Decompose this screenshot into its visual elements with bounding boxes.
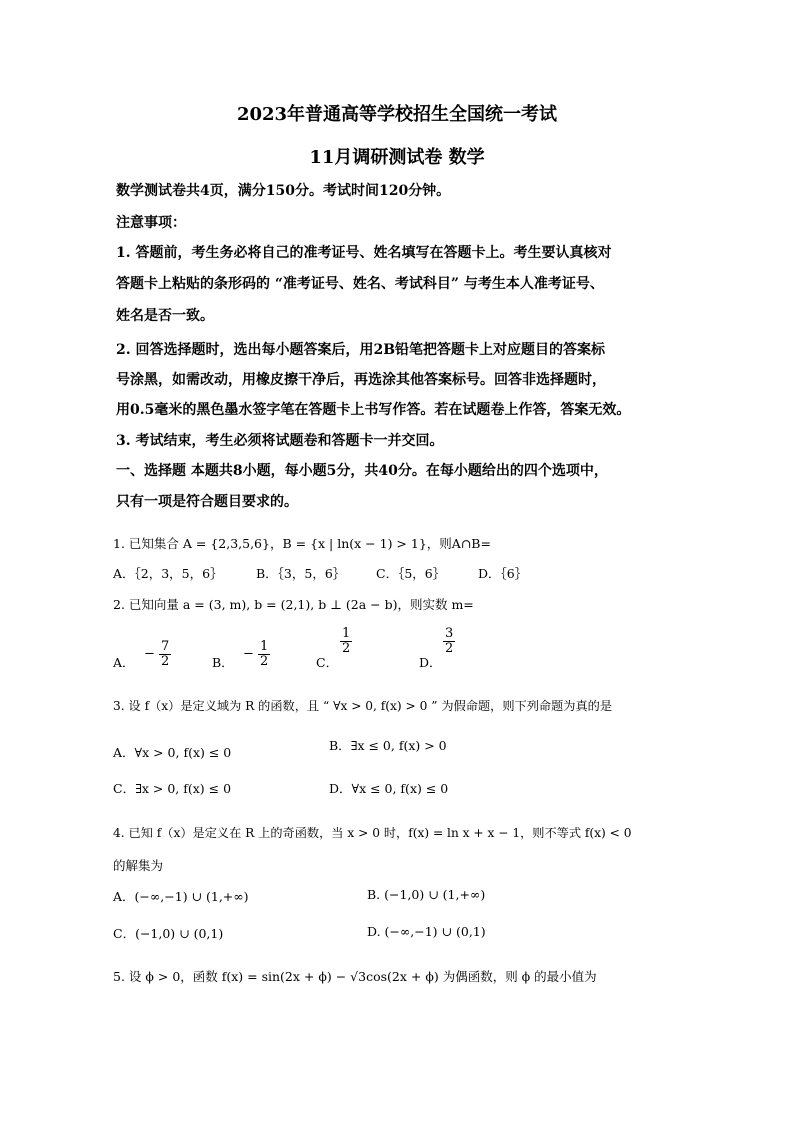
question-2-option-d-value: [443, 627, 455, 655]
question-3-option-a: A．∀x > 0, f(x) ≤ 0: [113, 745, 232, 760]
question-4-stem-cont: 的解集为: [113, 858, 164, 873]
question-4-option-a: A．(−∞,−1) ∪ (1,+∞): [113, 889, 249, 904]
question-2-option-a-value: [144, 640, 171, 668]
note-line: 3. 考试结束，考生必须将试题卷和答题卡一并交回。: [116, 433, 444, 449]
exam-subtitle: 11月调研测试卷 数学: [309, 147, 485, 168]
numerator: 1: [260, 639, 269, 654]
fraction: [340, 627, 352, 655]
note-line: 答题卡上粘贴的条形码的 “准考证号、姓名、考试科目” 与考生本人准考证号、: [116, 276, 604, 292]
notes-heading: 注意事项：: [116, 215, 186, 231]
numerator: 3: [445, 626, 454, 641]
question-3-option-b: B．∃x ≤ 0, f(x) > 0: [329, 738, 447, 753]
minus-sign: −: [243, 646, 254, 662]
note-line: 号涂黑，如需改动，用橡皮擦干净后，再选涂其他答案标号。回答非选择题时，: [116, 372, 606, 388]
question-2-option-d-label: D．: [419, 655, 442, 670]
note-line: 1. 答题前，考生务必将自己的准考证号、姓名填写在答题卡上。考生要认真核对: [116, 245, 612, 261]
question-1-stem: 1. 已知集合 A = {2,3,5,6}，B = {x | ln(x − 1) > 1}，则A∩B=: [113, 536, 491, 551]
question-1-option-d: D．｛6｝: [478, 566, 528, 581]
numerator: 7: [161, 639, 170, 654]
numerator: 1: [342, 626, 351, 641]
fraction: [159, 640, 171, 668]
question-4-option-d: D. (−∞,−1) ∪ (0,1): [367, 924, 486, 939]
fraction: [443, 627, 455, 655]
question-3-option-d: D．∀x ≤ 0, f(x) ≤ 0: [329, 781, 449, 796]
section-heading-cont: 只有一项是符合题目要求的。: [116, 494, 298, 510]
question-4-stem: 4. 已知 f（x）是定义在 R 上的奇函数，当 x > 0 时，f(x) = ln x + x − 1，则不等式 f(x) < 0: [113, 826, 632, 840]
note-line: 用0.5毫米的黑色墨水签字笔在答题卡上书写作答。若在试题卷上作答，答案无效。: [116, 402, 631, 418]
question-1-option-c: C．｛5，6｝: [376, 566, 446, 581]
question-4-option-c: C．(−1,0) ∪ (0,1): [113, 926, 224, 941]
denominator: 2: [260, 653, 269, 669]
question-2-option-b-value: [243, 640, 270, 668]
question-3-option-c: C．∃x > 0, f(x) ≤ 0: [113, 781, 232, 796]
question-2-option-c-value: [340, 627, 352, 655]
question-2-stem: 2. 已知向量 a = (3, m), b = (2,1), b ⊥ (2a − b)，则实数 m=: [113, 597, 474, 612]
note-line: 姓名是否一致。: [116, 308, 214, 324]
denominator: 2: [342, 640, 351, 656]
question-2-option-c-label: C．: [316, 655, 339, 670]
minus-sign: −: [144, 646, 155, 662]
question-1-option-a: A．｛2，3，5，6｝: [113, 566, 223, 581]
note-line: 2. 回答选择题时，选出每小题答案后，用2B铅笔把答题卡上对应题目的答案标: [116, 342, 606, 358]
exam-title: 2023年普通高等学校招生全国统一考试: [236, 104, 558, 125]
question-3-stem: 3. 设 f（x）是定义域为 R 的函数，且 “ ∀x > 0, f(x) > 0 ” 为假命题，则下列命题为真的是: [113, 699, 613, 713]
denominator: 2: [161, 653, 170, 669]
question-1-option-b: B．｛3，5，6｝: [256, 566, 346, 581]
exam-intro: 数学测试卷共4页，满分150分。考试时间120分钟。: [116, 183, 451, 199]
denominator: 2: [445, 640, 454, 656]
question-2-option-b-label: B．: [212, 655, 234, 670]
fraction: [258, 640, 270, 668]
question-4-option-b: B. (−1,0) ∪ (1,+∞): [367, 887, 486, 902]
question-2-option-a-label: A．: [113, 655, 135, 670]
question-5-stem: 5. 设 ϕ > 0，函数 f(x) = sin(2x + ϕ) − √3cos(2x + ϕ) 为偶函数，则 ϕ 的最小值为: [113, 969, 597, 984]
section-heading: 一、选择题 本题共8小题，每小题5分，共40分。在每小题给出的四个选项中，: [116, 463, 608, 479]
